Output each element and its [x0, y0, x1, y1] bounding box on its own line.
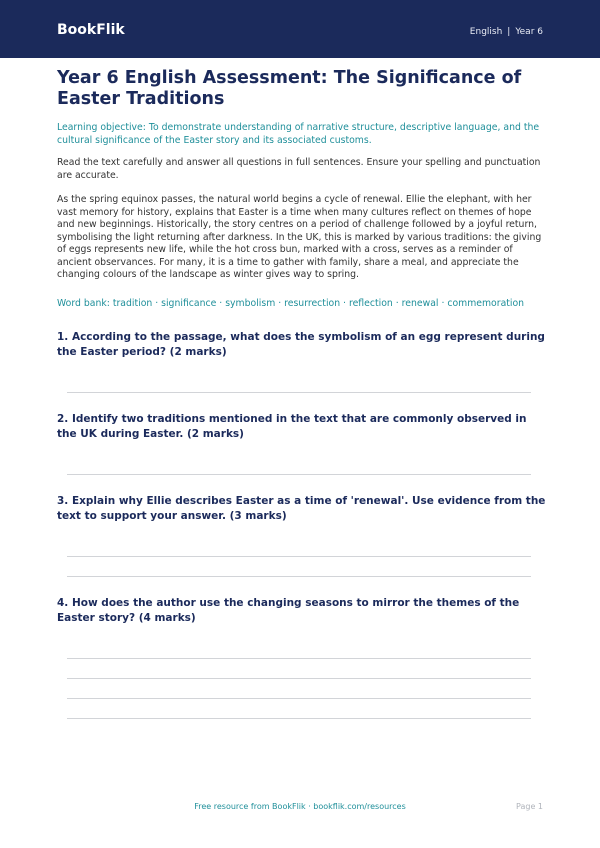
breadcrumb-year[interactable]: Year 6 — [515, 27, 543, 37]
answer-line[interactable] — [67, 678, 531, 679]
reading-passage: As the spring equinox passes, the natural world begins a cycle of renewal. Ellie the elephant, with her vast memory for history, explains that Easter is a time when many cultures reflect on themes of hope and new beginnings. Historically, the story centres on a period of challenge followed by a joyful return, symbolising the light returning after darkness. In the UK, this is marked by various traditions: the giving of eggs represents new life, while the hot cross bun, marked with a cross, serves as a reminder of ancient observances. For many, it is a time to gather with family, share a meal, and appreciate the changing colours of the landscape as winter gives way to spring. — [57, 194, 542, 280]
page-number: Page 1 — [516, 802, 543, 811]
question-2: 2. Identify two traditions mentioned in the text that are commonly observed in the UK during Easter. (2 marks) — [57, 413, 527, 440]
breadcrumb — [470, 27, 543, 37]
question-3: 3. Explain why Ellie describes Easter as a time of 'renewal'. Use evidence from the text to support your answer. (3 marks) — [57, 495, 546, 522]
question-4: 4. How does the author use the changing seasons to mirror the themes of the Easter story? (4 marks) — [57, 597, 520, 624]
instructions-text: Read the text carefully and answer all questions in full sentences. Ensure your spelling and punctuation are accurate. — [57, 157, 541, 181]
breadcrumb-separator: | — [507, 27, 511, 37]
page-title: Year 6 English Assessment: The Significance of Easter Traditions — [57, 68, 522, 109]
answer-line[interactable] — [67, 474, 531, 475]
answer-line[interactable] — [67, 698, 531, 699]
header-bar — [0, 0, 600, 58]
answer-line[interactable] — [67, 718, 531, 719]
question-1: 1. According to the passage, what does the symbolism of an egg represent during the Easter period? (2 marks) — [57, 331, 545, 358]
learning-objective: Learning objective: To demonstrate understanding of narrative structure, descriptive language, and the cultural significance of the Easter story and its associated customs. — [57, 122, 540, 146]
answer-line[interactable] — [67, 658, 531, 659]
answer-line[interactable] — [67, 556, 531, 557]
breadcrumb-subject[interactable]: English — [469, 27, 503, 37]
brand-logo[interactable]: BookFlik — [57, 22, 125, 38]
footer-link[interactable]: Free resource from BookFlik · bookflik.com/resources — [194, 802, 406, 811]
word-bank: Word bank: tradition · significance · symbolism · resurrection · reflection · renewal · commemoration — [57, 298, 525, 309]
answer-line[interactable] — [67, 392, 531, 393]
answer-line[interactable] — [67, 576, 531, 577]
